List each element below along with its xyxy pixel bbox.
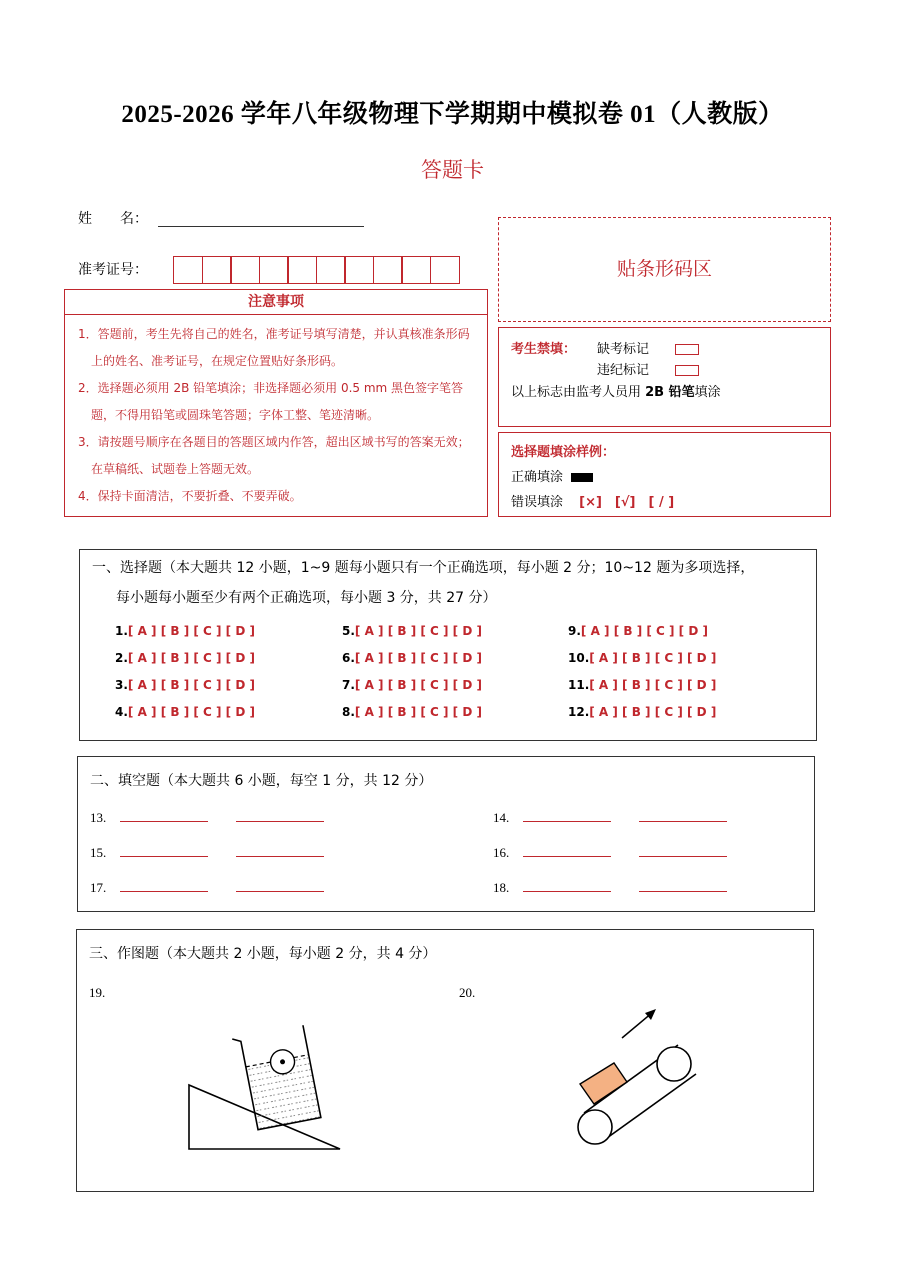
question-number: 16. xyxy=(493,845,510,860)
question-number: 13. xyxy=(90,810,107,825)
notice-item: 2．选择题必须用 2B 铅笔填涂；非选择题必须用 0.5 mm 黑色签字笔答题，不得用铅笔或圆珠笔答题；字体工整、笔迹清晰。 xyxy=(78,381,464,422)
answer-blank[interactable] xyxy=(523,879,611,892)
section-draw-heading: 三、作图题（本大题共 2 小题，每小题 2 分，共 4 分） xyxy=(89,946,437,962)
choice-question[interactable] xyxy=(342,624,482,638)
exam-id-boxes[interactable] xyxy=(173,256,458,284)
answer-blank[interactable] xyxy=(523,844,611,857)
choice-question[interactable] xyxy=(115,651,255,665)
exam-id-digit-box[interactable] xyxy=(373,256,403,284)
choice-question[interactable] xyxy=(568,678,716,692)
beaker xyxy=(232,1025,321,1131)
answer-options[interactable]: [ A ] [ B ] [ C ] [ D ] xyxy=(127,678,255,692)
exam-id-digit-box[interactable] xyxy=(259,256,289,284)
exam-id-digit-box[interactable] xyxy=(230,256,260,284)
question-number: 7. xyxy=(342,678,355,692)
exam-id-digit-box[interactable] xyxy=(430,256,460,284)
exam-id-digit-box[interactable] xyxy=(401,256,431,284)
barcode-area xyxy=(498,217,831,322)
wrong-label: 错误填涂 xyxy=(511,495,564,510)
q20-figure[interactable] xyxy=(567,1000,727,1160)
sample-box xyxy=(498,432,831,517)
absent-checkbox[interactable] xyxy=(675,344,699,355)
choice-question[interactable] xyxy=(342,705,482,719)
section-choice xyxy=(79,549,817,741)
choice-question[interactable] xyxy=(342,651,482,665)
answer-options[interactable]: [ A ] [ B ] [ C ] [ D ] xyxy=(354,624,482,638)
answer-blank[interactable] xyxy=(236,809,324,822)
choice-question[interactable] xyxy=(568,705,716,719)
barcode-label: 贴条形码区 xyxy=(616,258,712,280)
exam-id-digit-box[interactable] xyxy=(173,256,203,284)
answer-options[interactable]: [ A ] [ B ] [ C ] [ D ] xyxy=(127,705,255,719)
q19-number: 19. xyxy=(89,985,106,1000)
exam-id-digit-box[interactable] xyxy=(287,256,317,284)
choice-question[interactable] xyxy=(342,678,482,692)
name-label: 姓 名： xyxy=(78,211,148,227)
sample-correct xyxy=(511,466,593,485)
choice-question[interactable] xyxy=(115,705,255,719)
answer-blank[interactable] xyxy=(236,879,324,892)
question-number: 6. xyxy=(342,651,355,665)
sample-heading: 选择题填涂样例： xyxy=(511,445,616,460)
prohibit-note-bold: 2B 铅笔 xyxy=(645,385,695,400)
sample-wrong xyxy=(511,491,674,510)
question-number: 18. xyxy=(493,880,510,895)
section-draw xyxy=(76,929,814,1192)
violation-mark xyxy=(597,359,699,378)
question-number: 8. xyxy=(342,705,355,719)
page-title: 2025-2026 学年八年级物理下学期期中模拟卷 01（人教版） xyxy=(121,101,784,128)
q20-number: 20. xyxy=(459,985,476,1000)
absent-label: 缺考标记 xyxy=(597,342,650,357)
answer-options[interactable]: [ A ] [ B ] [ C ] [ D ] xyxy=(589,705,717,719)
answer-blank[interactable] xyxy=(236,844,324,857)
q19-figure[interactable] xyxy=(177,1025,347,1155)
notice-heading: 注意事项 xyxy=(65,290,487,315)
fill-question xyxy=(493,844,727,861)
roller-bottom xyxy=(578,1110,612,1144)
answer-blank[interactable] xyxy=(523,809,611,822)
filled-mark xyxy=(571,473,593,482)
answer-options[interactable]: [ A ] [ B ] [ C ] [ D ] xyxy=(127,624,255,638)
answer-options[interactable]: [ A ] [ B ] [ C ] [ D ] xyxy=(589,651,717,665)
section-choice-heading-1: 一、选择题（本大题共 12 小题，1~9 题每小题只有一个正确选项，每小题 2 分；10~12 题为多项选择， xyxy=(92,560,755,576)
question-number: 10. xyxy=(568,651,590,665)
correct-label: 正确填涂 xyxy=(511,470,564,485)
answer-blank[interactable] xyxy=(120,879,208,892)
absent-mark xyxy=(597,338,699,357)
exam-id-digit-box[interactable] xyxy=(202,256,232,284)
violation-label: 违纪标记 xyxy=(597,363,650,378)
exam-id-digit-box[interactable] xyxy=(316,256,346,284)
notice-item: 1．答题前，考生先将自己的姓名，准考证号填写清楚，并认真核准条形码上的姓名、准考证号，在规定位置贴好条形码。 xyxy=(78,327,470,368)
wrong-marks: [×] [√] [ / ] xyxy=(579,495,675,510)
question-number: 9. xyxy=(568,624,581,638)
question-number: 14. xyxy=(493,810,510,825)
answer-options[interactable]: [ A ] [ B ] [ C ] [ D ] xyxy=(354,651,482,665)
notice-box xyxy=(64,289,488,517)
fill-question xyxy=(493,809,727,826)
answer-blank[interactable] xyxy=(639,844,727,857)
answer-options[interactable]: [ A ] [ B ] [ C ] [ D ] xyxy=(580,624,708,638)
choice-question[interactable] xyxy=(115,678,255,692)
prohibit-note xyxy=(511,381,721,400)
exam-id-digit-box[interactable] xyxy=(344,256,374,284)
question-number: 11. xyxy=(568,678,590,692)
answer-blank[interactable] xyxy=(120,809,208,822)
question-number: 1. xyxy=(115,624,128,638)
question-number: 2. xyxy=(115,651,128,665)
violation-checkbox[interactable] xyxy=(675,365,699,376)
section-fill xyxy=(77,756,815,912)
fill-question xyxy=(493,879,727,896)
section-choice-heading-2: 每小题每小题至少有两个正确选项，每小题 3 分，共 27 分） xyxy=(116,590,497,606)
notice-item: 3．请按题号顺序在各题目的答题区域内作答，超出区域书写的答案无效；在草稿纸、试题卷上答题无效。 xyxy=(78,435,470,476)
notice-item: 4．保持卡面清洁，不要折叠、不要弄破。 xyxy=(78,489,302,503)
prohibit-label: 考生禁填： xyxy=(511,342,577,357)
answer-blank[interactable] xyxy=(639,809,727,822)
answer-options[interactable]: [ A ] [ B ] [ C ] [ D ] xyxy=(589,678,717,692)
page-subtitle: 答题卡 xyxy=(421,158,484,182)
question-number: 15. xyxy=(90,845,107,860)
answer-blank[interactable] xyxy=(120,844,208,857)
question-number: 17. xyxy=(90,880,107,895)
answer-options[interactable]: [ A ] [ B ] [ C ] [ D ] xyxy=(354,705,482,719)
prohibit-box xyxy=(498,327,831,427)
section-fill-heading: 二、填空题（本大题共 6 小题，每空 1 分，共 12 分） xyxy=(90,773,433,789)
answer-options[interactable]: [ A ] [ B ] [ C ] [ D ] xyxy=(354,678,482,692)
question-number: 5. xyxy=(342,624,355,638)
fill-question xyxy=(90,879,324,896)
roller-top xyxy=(657,1047,691,1081)
question-number: 3. xyxy=(115,678,128,692)
answer-blank[interactable] xyxy=(639,879,727,892)
name-field[interactable] xyxy=(158,210,364,227)
question-number: 12. xyxy=(568,705,590,719)
notice-list xyxy=(65,321,487,510)
choice-question[interactable] xyxy=(115,624,255,638)
fill-question xyxy=(90,809,324,826)
conveyor-block xyxy=(580,1063,627,1104)
prohibit-note-text: 以上标志由监考人员用 xyxy=(511,385,646,400)
exam-id-label: 准考证号： xyxy=(78,262,148,278)
fill-question xyxy=(90,844,324,861)
choice-question[interactable] xyxy=(568,624,708,638)
question-number: 4. xyxy=(115,705,128,719)
prohibit-note-tail: 填涂 xyxy=(694,385,721,400)
choice-question[interactable] xyxy=(568,651,716,665)
answer-options[interactable]: [ A ] [ B ] [ C ] [ D ] xyxy=(127,651,255,665)
arrow-head xyxy=(645,1009,656,1020)
